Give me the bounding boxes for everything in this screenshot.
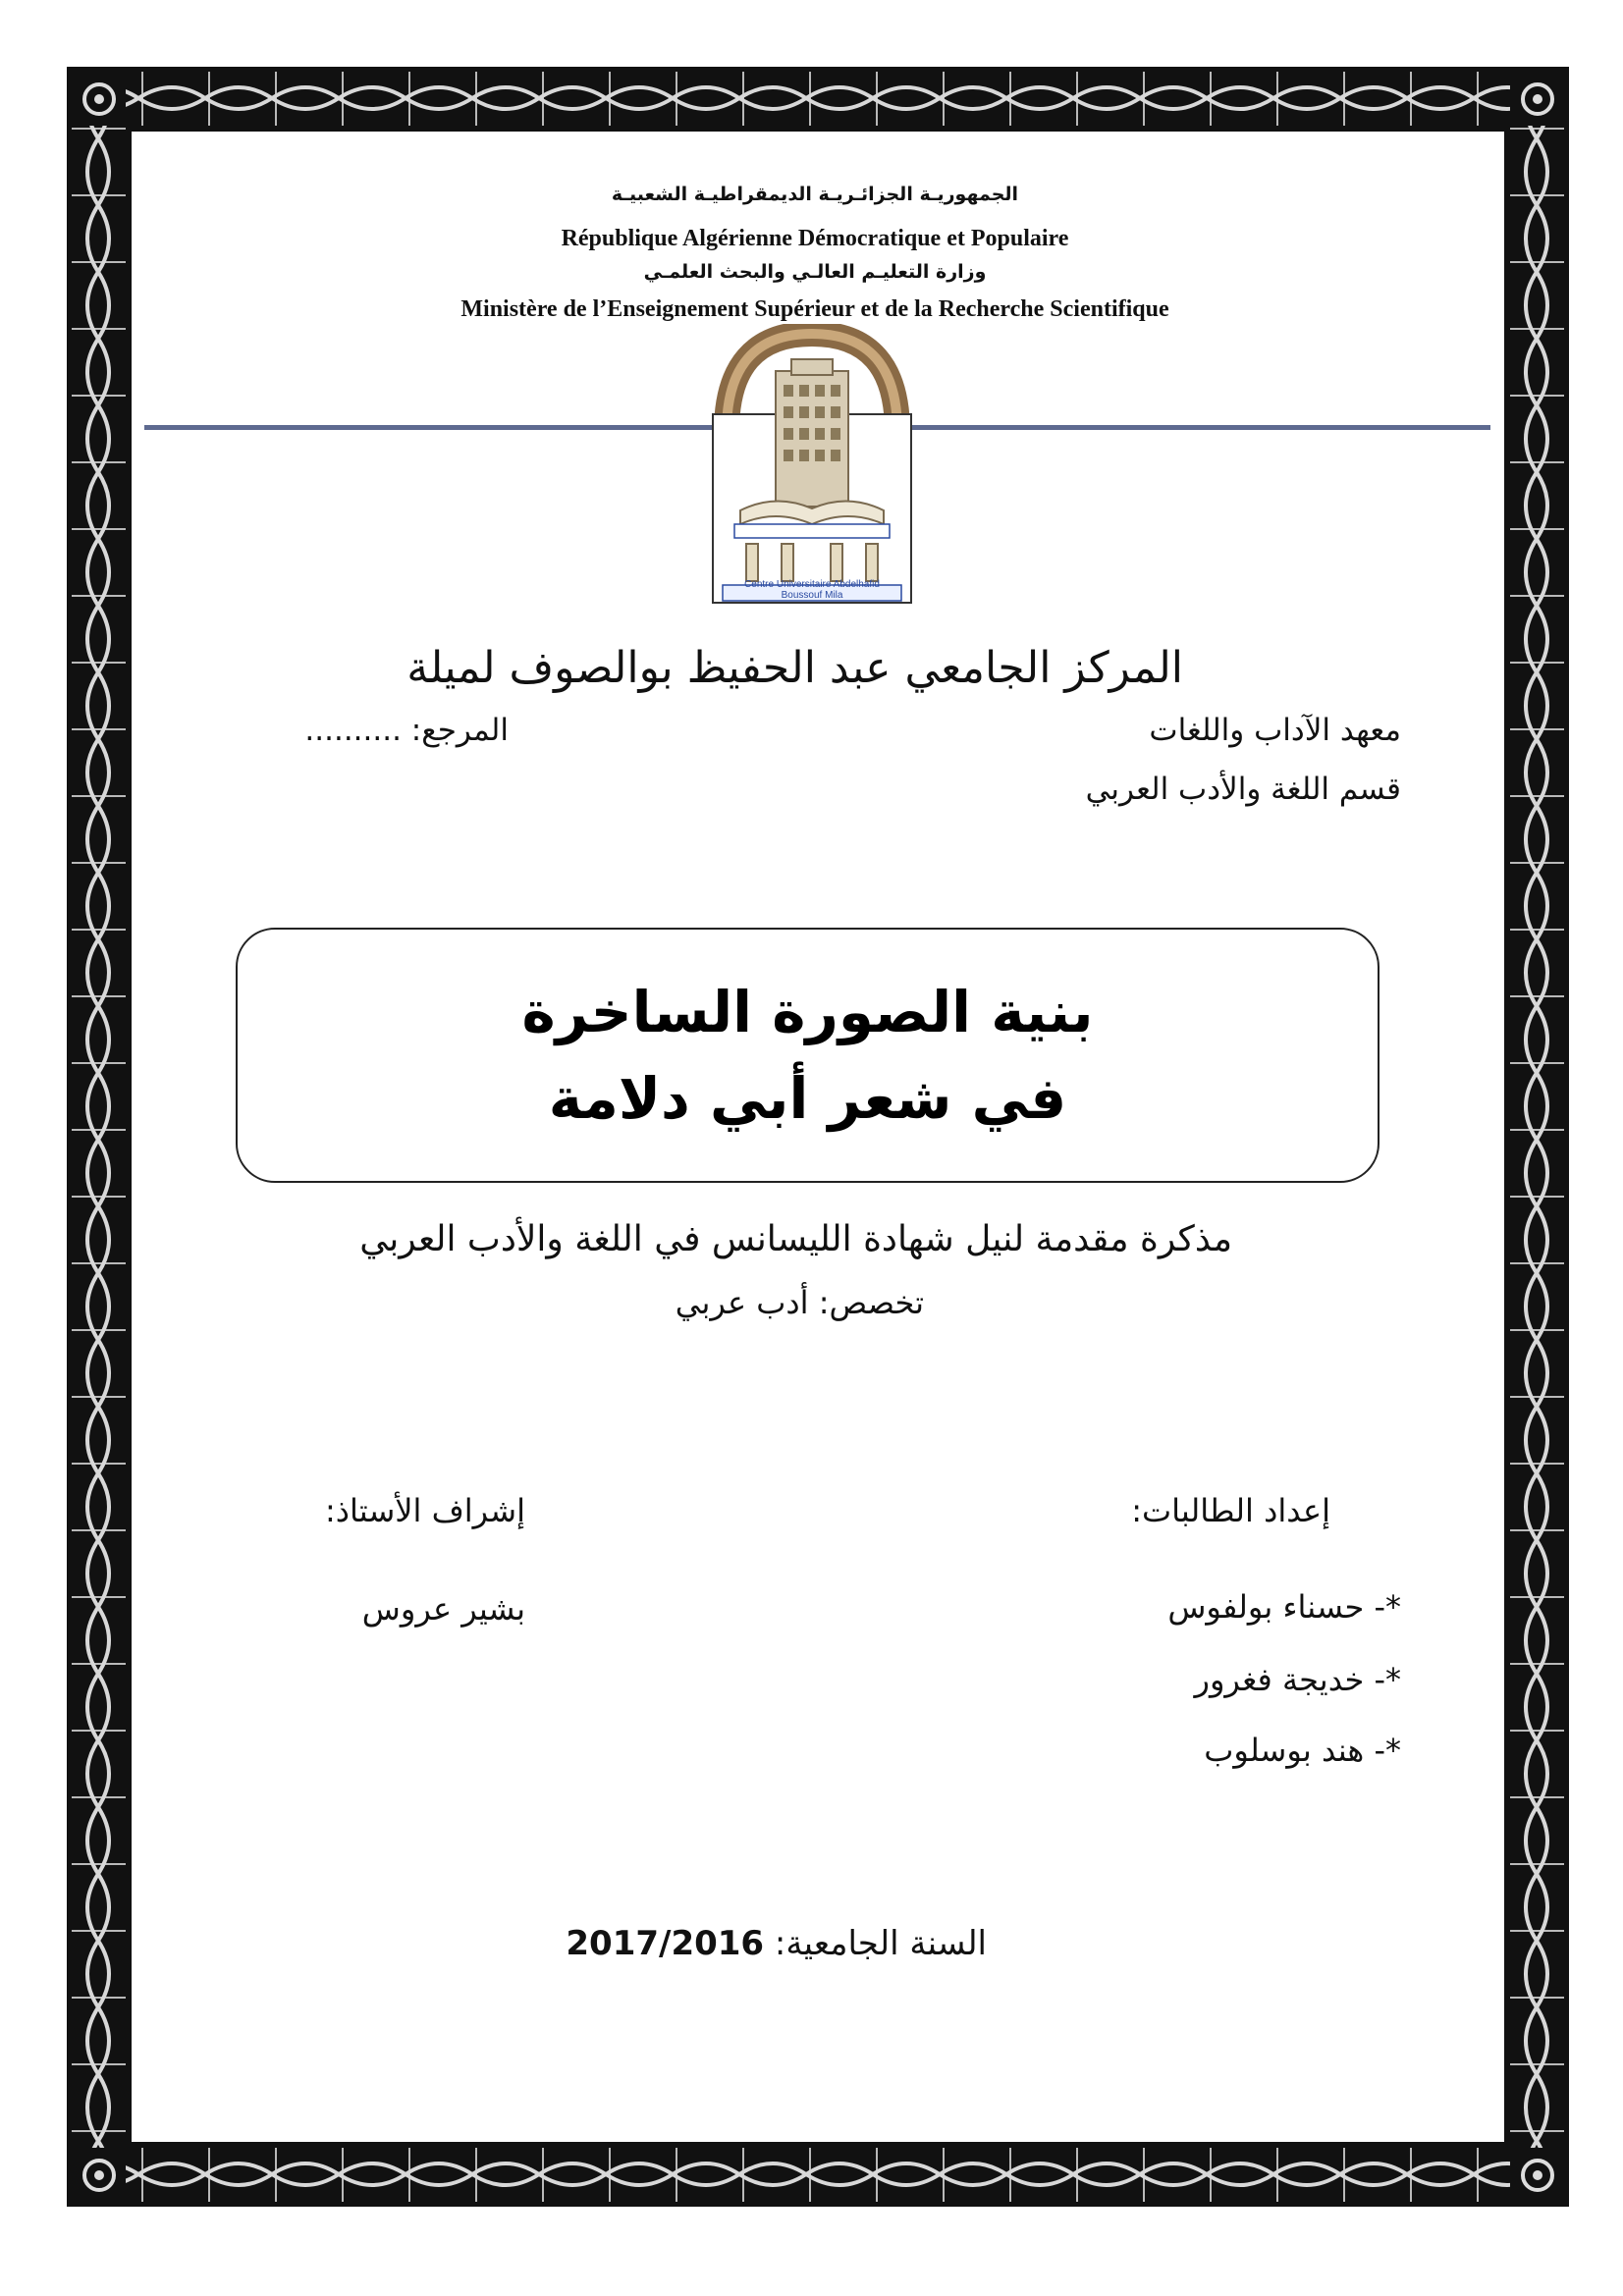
header-rule-right bbox=[903, 425, 1490, 430]
border-band-top bbox=[72, 72, 1564, 126]
academic-year-label: السنة الجامعية: bbox=[774, 1924, 987, 1963]
student-name: *- خديجة فغرور bbox=[1194, 1661, 1401, 1698]
supervisor-label: إشراف الأستاذ: bbox=[325, 1492, 525, 1529]
corner-ornament-icon bbox=[72, 72, 126, 126]
department-name: قسم اللغة والأدب العربي bbox=[1085, 772, 1401, 807]
corner-ornament-icon bbox=[72, 2148, 126, 2202]
specialty: تخصص: أدب عربي bbox=[675, 1284, 924, 1321]
ministry-french: Ministère de l’Enseignement Supérieur et de la Recherche Scientifique bbox=[460, 296, 1169, 322]
republic-french: République Algérienne Démocratique et Populaire bbox=[561, 226, 1069, 251]
header-rule-left bbox=[144, 425, 714, 430]
supervisor-name: بشير عروس bbox=[361, 1590, 525, 1628]
university-logo bbox=[705, 324, 919, 609]
thesis-title-line-2: في شعر أبي دلامة bbox=[548, 1065, 1067, 1132]
republic-arabic: الجمهوريـة الجزائـريـة الديمقراطيـة الشعبيـة bbox=[611, 184, 1019, 205]
memo-description: مذكرة مقدمة لنيل شهادة الليسانس في اللغة والأدب العربي bbox=[359, 1219, 1232, 1259]
border-band-right bbox=[1510, 72, 1564, 2202]
corner-ornament-icon bbox=[1510, 2148, 1564, 2202]
border-band-bottom bbox=[72, 2148, 1564, 2202]
student-name: *- حسناء بولفوس bbox=[1167, 1588, 1401, 1626]
institute-name: معهد الآداب واللغات bbox=[1149, 713, 1401, 748]
corner-ornament-icon bbox=[1510, 72, 1564, 126]
border-band-left bbox=[72, 72, 126, 2202]
thesis-title-box bbox=[236, 928, 1380, 1183]
university-name: المركز الجامعي عبد الحفيظ بوالصوف لميلة bbox=[406, 643, 1183, 693]
academic-year bbox=[566, 1924, 987, 1963]
reference-field: المرجع: .......... bbox=[304, 713, 509, 748]
students-label: إعداد الطالبات: bbox=[1131, 1492, 1330, 1529]
thesis-title-line-1: بنية الصورة الساخرة bbox=[521, 979, 1094, 1045]
academic-year-value: 2017/2016 bbox=[566, 1924, 765, 1963]
student-name: *- هند بوسلوب bbox=[1204, 1732, 1401, 1769]
logo-caption: Centre Universitaire Abdelhafid Boussouf Mila bbox=[744, 579, 880, 601]
ministry-arabic: وزارة التعليـم العالـي والبحث العلمـي bbox=[643, 261, 987, 283]
